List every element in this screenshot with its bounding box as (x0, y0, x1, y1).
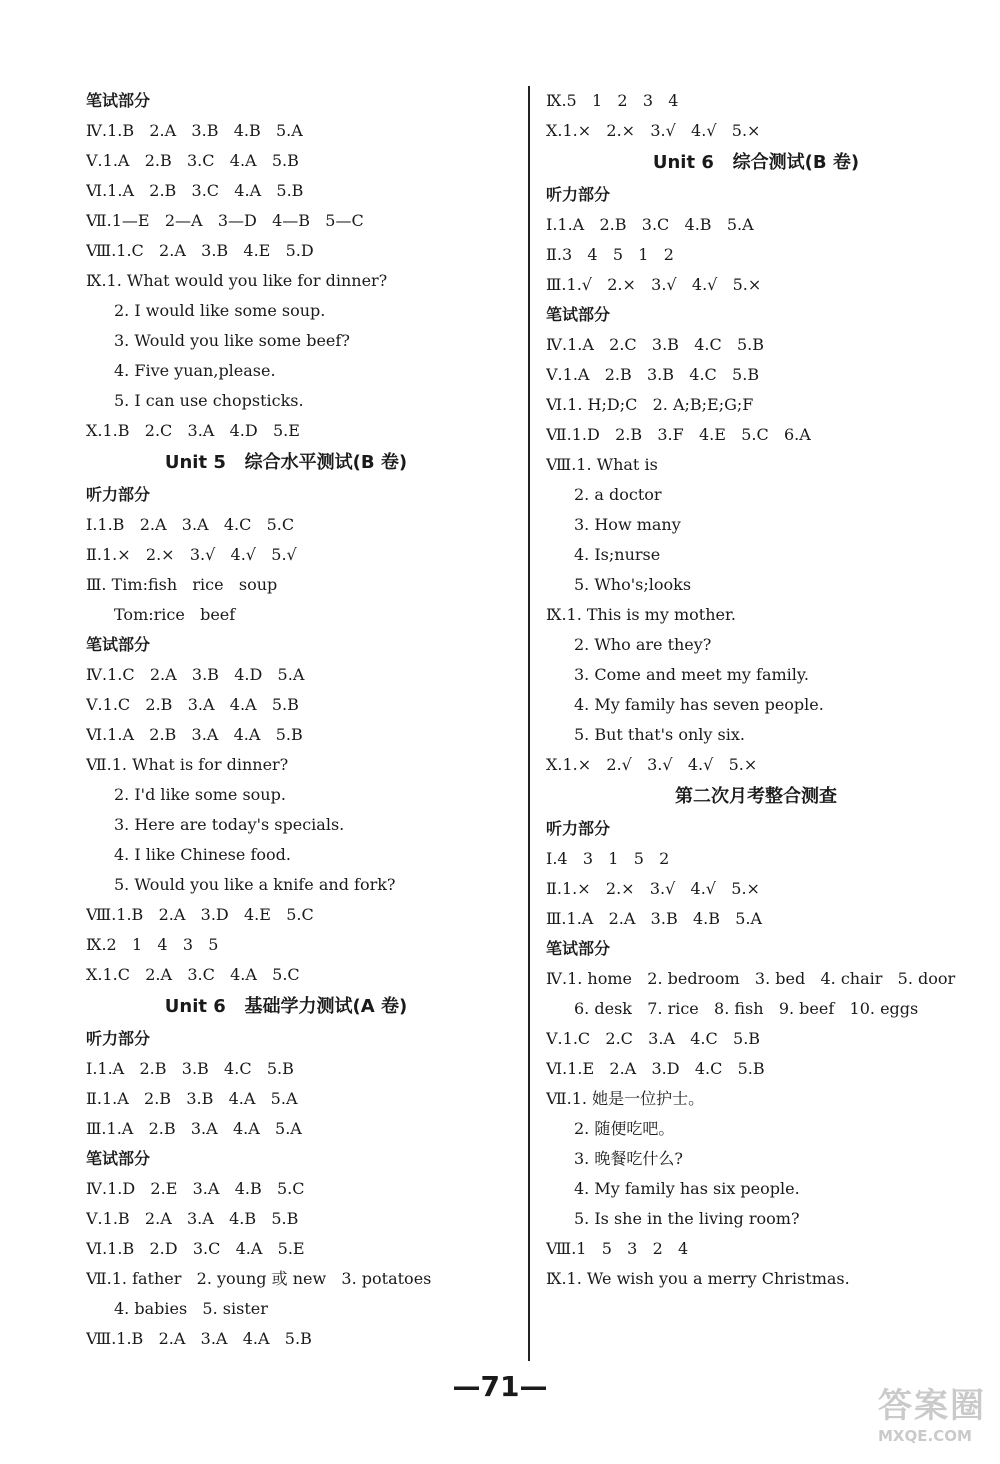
answer-line: Ⅴ.1.B 2.A 3.A 4.B 5.B (86, 1209, 299, 1228)
answer-line: Ⅳ.1. home 2. bedroom 3. bed 4. chair 5. door (546, 969, 956, 988)
answer-line: 5. But that's only six. (574, 725, 745, 744)
unit-title: 第二次月考整合测查 (675, 786, 837, 807)
answer-line: Ⅹ.1.× 2.√ 3.√ 4.√ 5.× (546, 755, 758, 774)
column-divider (528, 86, 530, 1361)
answer-line: 4. I like Chinese food. (114, 845, 291, 864)
answer-line: Ⅴ.1.A 2.B 3.C 4.A 5.B (86, 151, 299, 170)
answer-line: 2. a doctor (574, 485, 662, 504)
answer-line: Ⅴ.1.C 2.B 3.A 4.A 5.B (86, 695, 299, 714)
answer-line: Ⅴ.1.A 2.B 3.B 4.C 5.B (546, 365, 760, 384)
answer-line: Ⅲ.1.A 2.B 3.A 4.A 5.A (86, 1119, 302, 1138)
answer-line: Ⅷ.1 5 3 2 4 (546, 1239, 689, 1258)
section-heading: 听力部分 (86, 1029, 151, 1048)
section-heading: 笔试部分 (546, 939, 611, 958)
section-heading: 笔试部分 (86, 1149, 151, 1168)
answer-line: 2. 随便吃吧。 (574, 1119, 675, 1138)
section-heading: 笔试部分 (546, 305, 611, 324)
answer-line: 3. Here are today's specials. (114, 815, 345, 834)
answer-line: Ⅵ.1.B 2.D 3.C 4.A 5.E (86, 1239, 305, 1258)
right-answer-column (546, 86, 966, 1294)
answer-line: Ⅸ.1. We wish you a merry Christmas. (546, 1269, 850, 1288)
answer-line: Ⅹ.1.× 2.× 3.√ 4.√ 5.× (546, 121, 761, 140)
answer-line: Ⅳ.1.C 2.A 3.B 4.D 5.A (86, 665, 305, 684)
answer-line: Ⅶ.1—E 2—A 3—D 4—B 5—C (86, 211, 364, 230)
answer-line: Ⅱ.3 4 5 1 2 (546, 245, 674, 264)
answer-line: Ⅸ.5 1 2 3 4 (546, 91, 679, 110)
answer-line: Ⅶ.1.D 2.B 3.F 4.E 5.C 6.A (546, 425, 811, 444)
answer-line: Ⅳ.1.A 2.C 3.B 4.C 5.B (546, 335, 764, 354)
answer-line: 2. Who are they? (574, 635, 712, 654)
answer-line: Ⅵ.1.A 2.B 3.A 4.A 5.B (86, 725, 303, 744)
answer-line: Ⅴ.1.C 2.C 3.A 4.C 5.B (546, 1029, 761, 1048)
answer-line: 3. Come and meet my family. (574, 665, 809, 684)
answer-line: Ⅸ.2 1 4 3 5 (86, 935, 219, 954)
answer-line: 3. How many (574, 515, 681, 534)
answer-line: Ⅰ.1.A 2.B 3.C 4.B 5.A (546, 215, 754, 234)
answer-line: 3. Would you like some beef? (114, 331, 350, 350)
unit-title: Unit 5 综合水平测试(B 卷) (164, 452, 408, 473)
section-heading: 听力部分 (546, 819, 611, 838)
answer-line: Ⅳ.1.B 2.A 3.B 4.B 5.A (86, 121, 303, 140)
answer-line: Ⅵ.1.A 2.B 3.C 4.A 5.B (86, 181, 304, 200)
answer-line: Ⅲ.1.√ 2.× 3.√ 4.√ 5.× (546, 275, 762, 294)
answer-line: Ⅶ.1. father 2. young 或 new 3. potatoes (86, 1269, 432, 1288)
answer-line: 6. desk 7. rice 8. fish 9. beef 10. eggs (574, 999, 919, 1018)
answer-line: 4. My family has seven people. (574, 695, 824, 714)
answer-line: Ⅷ.1.B 2.A 3.D 4.E 5.C (86, 905, 314, 924)
answer-line: Ⅱ.1.× 2.× 3.√ 4.√ 5.× (546, 879, 760, 898)
watermark-logo (878, 1378, 988, 1456)
answer-line: Ⅱ.1.A 2.B 3.B 4.A 5.A (86, 1089, 298, 1108)
answer-line: Ⅷ.1.B 2.A 3.A 4.A 5.B (86, 1329, 312, 1348)
answer-line: Ⅷ.1.C 2.A 3.B 4.E 5.D (86, 241, 314, 260)
answer-line: 4. Is;nurse (574, 545, 661, 564)
answer-line: 4. Five yuan,please. (114, 361, 276, 380)
answer-line: 5. Who's;looks (574, 575, 692, 594)
watermark-site-text: MXQE.COM (878, 1427, 972, 1445)
section-heading: 笔试部分 (86, 91, 151, 110)
answer-line: Ⅲ.1.A 2.A 3.B 4.B 5.A (546, 909, 763, 928)
answer-line: 4. My family has six people. (574, 1179, 800, 1198)
answer-line: Ⅰ.4 3 1 5 2 (546, 849, 670, 868)
page-number: —71— (452, 1370, 548, 1403)
answer-line: 5. Is she in the living room? (574, 1209, 800, 1228)
answer-line: Tom:rice beef (114, 605, 236, 624)
answer-line: Ⅶ.1. What is for dinner? (86, 755, 289, 774)
answer-line: Ⅹ.1.C 2.A 3.C 4.A 5.C (86, 965, 300, 984)
unit-title: Unit 6 综合测试(B 卷) (652, 152, 860, 173)
answer-line: 4. babies 5. sister (114, 1299, 268, 1318)
watermark-logo-text: 答案圈 (878, 1386, 986, 1426)
answer-line: Ⅱ.1.× 2.× 3.√ 4.√ 5.√ (86, 545, 297, 564)
answer-line: Ⅸ.1. What would you like for dinner? (86, 271, 388, 290)
answer-line: 3. 晚餐吃什么? (574, 1149, 683, 1168)
answer-line: 5. Would you like a knife and fork? (114, 875, 396, 894)
answer-line: Ⅶ.1. 她是一位护士。 (546, 1089, 705, 1108)
answer-line: Ⅵ.1. H;D;C 2. A;B;E;G;F (546, 395, 754, 414)
answer-line: Ⅸ.1. This is my mother. (546, 605, 736, 624)
answer-line: Ⅹ.1.B 2.C 3.A 4.D 5.E (86, 421, 300, 440)
section-heading: 听力部分 (546, 185, 611, 204)
answer-line: Ⅷ.1. What is (546, 455, 658, 474)
answer-line: 2. I would like some soup. (114, 301, 326, 320)
answer-line: Ⅰ.1.A 2.B 3.B 4.C 5.B (86, 1059, 294, 1078)
answer-line: 5. I can use chopsticks. (114, 391, 304, 410)
section-heading: 听力部分 (86, 485, 151, 504)
unit-title: Unit 6 基础学力测试(A 卷) (164, 996, 408, 1017)
answer-line: 2. I'd like some soup. (114, 785, 286, 804)
answer-line: Ⅰ.1.B 2.A 3.A 4.C 5.C (86, 515, 295, 534)
left-answer-column (86, 86, 486, 1354)
answer-line: Ⅲ. Tim:fish rice soup (86, 575, 278, 594)
answer-line: Ⅳ.1.D 2.E 3.A 4.B 5.C (86, 1179, 305, 1198)
section-heading: 笔试部分 (86, 635, 151, 654)
answer-line: Ⅵ.1.E 2.A 3.D 4.C 5.B (546, 1059, 765, 1078)
